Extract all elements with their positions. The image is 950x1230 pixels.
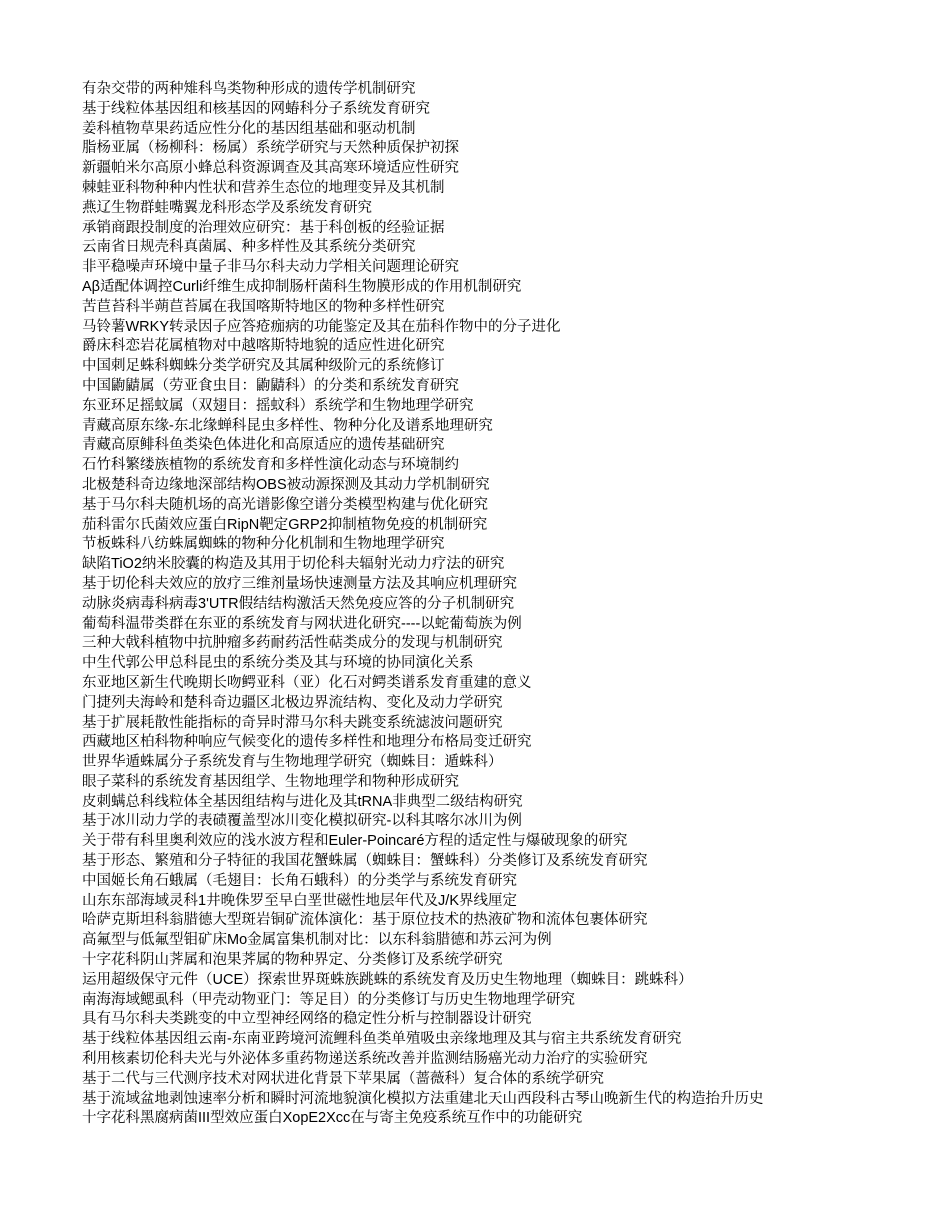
project-title-line: 皮刺螨总科线粒体全基因组结构与进化及其tRNA非典型二级结构研究 — [82, 793, 523, 810]
project-title-line: 缺陷TiO2纳米胶囊的构造及其用于切伦科夫辐射光动力疗法的研究 — [82, 556, 505, 573]
project-title-line: 承销商跟投制度的治理效应研究：基于科创板的经验证据 — [82, 219, 445, 236]
project-title-line: 东亚环足摇蚊属（双翅目：摇蚊科）系统学和生物地理学研究 — [82, 397, 474, 414]
project-title-line: 葡萄科温带类群在东亚的系统发育与网状进化研究----以蛇葡萄族为例 — [82, 615, 522, 632]
project-title-line: 利用核素切伦科夫光与外泌体多重药物递送系统改善并监测结肠癌光动力治疗的实验研究 — [82, 1051, 648, 1068]
project-title-line: 基于线粒体基因组和核基因的网蝽科分子系统发育研究 — [82, 100, 430, 117]
project-title-line: 基于切伦科夫效应的放疗三维剂量场快速测量方法及其响应机理研究 — [82, 575, 517, 592]
project-title-line: 关于带有科里奥利效应的浅水波方程和Euler-Poincaré方程的适定性与爆破现象的研究 — [82, 833, 628, 850]
project-title-line: 云南省日规壳科真菌属、种多样性及其系统分类研究 — [82, 239, 416, 256]
project-title-line: Aβ适配体调控Curli纤维生成抑制肠杆菌科生物膜形成的作用机制研究 — [82, 278, 522, 295]
project-title-line: 动脉炎病毒科病毒3'UTR假结结构激活天然免疫应答的分子机制研究 — [82, 595, 515, 612]
project-title-line: 茄科雷尔氏菌效应蛋白RipN靶定GRP2抑制植物免疫的机制研究 — [82, 516, 488, 533]
project-title-line: 有杂交带的两种雉科鸟类物种形成的遗传学机制研究 — [82, 81, 416, 97]
project-title-line: 节板蛛科八纺蛛属蜘蛛的物种分化机制和生物地理学研究 — [82, 536, 445, 553]
project-title-line: 世界华遁蛛属分子系统发育与生物地理学研究（蜘蛛目：遁蛛科） — [82, 754, 503, 771]
project-title-line: 门捷列夫海岭和楚科奇边疆区北极边界流结构、变化及动力学研究 — [82, 694, 503, 711]
project-title-line: 基于形态、繁殖和分子特征的我国花蟹蛛属（蜘蛛目：蟹蛛科）分类修订及系统发育研究 — [82, 853, 648, 870]
project-title-line: 姜科植物草果药适应性分化的基因组基础和驱动机制 — [82, 120, 416, 137]
project-title-line: 高氟型与低氟型钼矿床Mo金属富集机制对比：以东科翁腊德和苏云河为例 — [82, 932, 552, 949]
project-title-line: 哈萨克斯坦科翁腊德大型斑岩铜矿流体演化：基于原位技术的热液矿物和流体包裹体研究 — [82, 912, 648, 929]
project-title-line: 基于冰川动力学的表碛覆盖型冰川变化模拟研究-以科其喀尔冰川为例 — [82, 813, 522, 830]
project-title-line: 苦苣苔科半蒴苣苔属在我国喀斯特地区的物种多样性研究 — [82, 298, 445, 315]
project-title-line: 新疆帕米尔高原小蜂总科资源调查及其高寒环境适应性研究 — [82, 160, 459, 177]
project-title-line: 中国姬长角石蛾属（毛翅目：长角石蛾科）的分类学与系统发育研究 — [82, 872, 517, 889]
project-title-line: 三种大戟科植物中抗肿瘤多药耐药活性萜类成分的发现与机制研究 — [82, 635, 503, 652]
project-title-line: 青藏高原鲱科鱼类染色体进化和高原适应的遗传基础研究 — [82, 437, 445, 454]
project-title-line: 眼子菜科的系统发育基因组学、生物地理学和物种形成研究 — [82, 773, 459, 790]
project-title-list — [82, 80, 944, 1129]
project-title-line: 棘蛙亚科物种种内性状和营养生态位的地理变异及其机制 — [82, 179, 445, 196]
project-title-line: 中国刺足蛛科蜘蛛分类学研究及其属种级阶元的系统修订 — [82, 358, 445, 375]
project-title-line: 非平稳噪声环境中量子非马尔科夫动力学相关问题理论研究 — [82, 259, 459, 276]
project-title-line: 山东东部海域灵科1井晚侏罗至早白垩世磁性地层年代及J/K界线厘定 — [82, 892, 518, 909]
project-title-line: 南海海域鳃虱科（甲壳动物亚门：等足目）的分类修订与历史生物地理学研究 — [82, 991, 575, 1008]
project-title-line: 西藏地区柏科物种响应气候变化的遗传多样性和地理分布格局变迁研究 — [82, 734, 532, 751]
project-title-line: 北极楚科奇边缘地深部结构OBS被动源探测及其动力学机制研究 — [82, 476, 490, 493]
project-title-line: 脂杨亚属（杨柳科：杨属）系统学研究与天然种质保护初探 — [82, 140, 459, 157]
project-title-line: 运用超级保守元件（UCE）探索世界斑蛛族跳蛛的系统发育及历史生物地理（蜘蛛目：跳蛛科） — [82, 971, 693, 988]
project-title-line: 爵床科恋岩花属植物对中越喀斯特地貌的适应性进化研究 — [82, 338, 445, 355]
project-title-line: 青藏高原东缘-东北缘蝉科昆虫多样性、物种分化及谱系地理研究 — [82, 417, 493, 434]
project-title-line: 石竹科繁缕族植物的系统发育和多样性演化动态与环境制约 — [82, 457, 459, 474]
project-title-line: 基于马尔科夫随机场的高光谱影像空谱分类模型构建与优化研究 — [82, 496, 488, 513]
project-title-line: 中生代郭公甲总科昆虫的系统分类及其与环境的协同演化关系 — [82, 655, 474, 672]
project-title-line: 基于二代与三代测序技术对网状进化背景下苹果属（蔷薇科）复合体的系统学研究 — [82, 1070, 604, 1087]
project-title-line: 基于流域盆地剥蚀速率分析和瞬时河流地貌演化模拟方法重建北天山西段科古琴山晚新生代的构造抬升历史 — [82, 1090, 764, 1107]
project-title-line: 具有马尔科夫类跳变的中立型神经网络的稳定性分析与控制器设计研究 — [82, 1011, 532, 1028]
project-title-line: 十字花科阴山荠属和泡果荠属的物种界定、分类修订及系统学研究 — [82, 952, 503, 969]
project-title-line: 燕辽生物群蛙嘴翼龙科形态学及系统发育研究 — [82, 199, 372, 216]
project-title-line: 基于扩展耗散性能指标的奇异时滞马尔科夫跳变系统滤波问题研究 — [82, 714, 503, 731]
project-title-line: 基于线粒体基因组云南-东南亚跨境河流鲤科鱼类单殖吸虫亲缘地理及其与宿主共系统发育研究 — [82, 1031, 682, 1048]
project-title-line: 马铃薯WRKY转录因子应答疮痂病的功能鉴定及其在茄科作物中的分子进化 — [82, 318, 561, 335]
project-title-line: 十字花科黑腐病菌III型效应蛋白XopE2Xcc在与寄主免疫系统互作中的功能研究 — [82, 1110, 583, 1127]
project-title-line: 东亚地区新生代晚期长吻鳄亚科（亚）化石对鳄类谱系发育重建的意义 — [82, 674, 532, 691]
project-title-line: 中国鼩鼱属（劳亚食虫目：鼩鼱科）的分类和系统发育研究 — [82, 377, 459, 394]
